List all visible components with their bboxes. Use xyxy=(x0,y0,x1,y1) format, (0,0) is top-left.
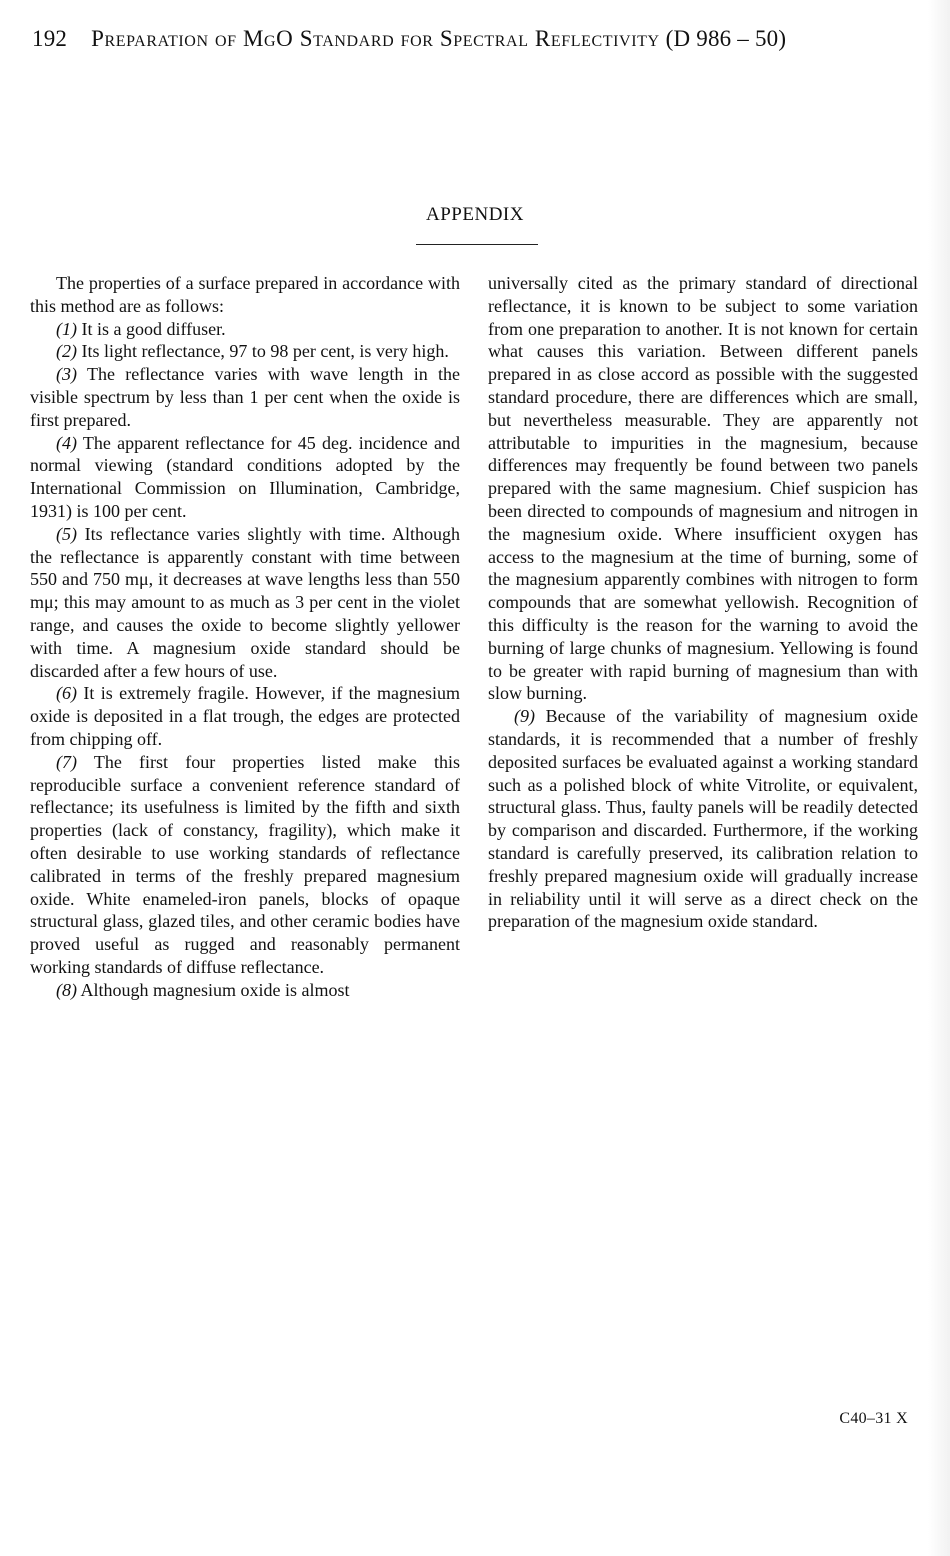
page-number: 192 xyxy=(32,26,68,51)
note-9-paragraph xyxy=(488,705,918,933)
item-number: (9) xyxy=(514,706,535,727)
right-column xyxy=(488,272,918,933)
property-3-paragraph xyxy=(30,363,460,431)
paragraph-text: Its reflectance varies slightly with time. Although the reflectance is apparently constant with time between 550 and 750 mμ, it decreases at wave lengths less than 550 mμ; this may amount to as much as 3 per cent in the violet range, and causes the oxide to become slightly yellower with time. A magnesium oxide standard should be discarded after a few hours of use. xyxy=(30,523,460,681)
note-7-paragraph xyxy=(30,751,460,979)
item-number: (5) xyxy=(56,523,77,544)
property-5-paragraph xyxy=(30,523,460,683)
note-8-continuation: universally cited as the primary standard of directional reflectance, it is known to be subject to some variation from one preparation to another. It is not known for certain what causes this variation. Between different panels prepared in as close accord as possible with the suggested standard procedure, there are differences which are small, but nevertheless measurable. They are apparently not attributable to impurities in the magnesium, because differences may frequently be found between two panels prepared with the same magnesium. Chief suspicion has been directed to compounds of magnesium and nitrogen in the magnesium oxide. Where insufficient oxygen has access to the magnesium at the time of burning, some of the magnesium apparently combines with nitrogen to form compounds that are somewhat yellowish. Recognition of this difficulty is the reason for the warning to avoid the burning of large chunks of magnesium. Yellowing is found to be greater with rapid burning of magnesium than with slow burning. xyxy=(488,273,918,704)
left-column xyxy=(30,272,460,1002)
intro-paragraph: The properties of a surface prepared in accordance with this method are as follows: xyxy=(30,273,460,316)
item-number: (1) xyxy=(56,318,77,339)
paragraph-text: Because of the variability of magnesium oxide standards, it is recommended that a number of freshly deposited surfaces be evaluated against a working standard such as a polished block of white Vitrolite, or equivalent, structural glass. Thus, faulty panels will be readily detected by comparison and discarded. Furthermore, if the working standard is carefully preserved, its calibration relation to freshly prepared magnesium oxide will gradually increase in reliability until it will serve as a direct check on the preparation of the magnesium oxide standard. xyxy=(488,706,918,932)
item-number: (3) xyxy=(56,364,77,385)
note-8-paragraph xyxy=(30,979,460,1002)
item-number: (7) xyxy=(56,751,77,772)
paragraph-text: The first four properties listed make this reproducible surface a convenient reference standard of reflectance; its usefulness is limited by the fifth and sixth properties (lack of constancy, fragility), which make it often desirable to use working standards of reflectance calibrated in terms of the freshly prepared magnesium oxide. White enameled-iron panels, blocks of opaque structural glass, glazed tiles, and other ceramic bodies have proved useful as rugged and reasonably permanent working standards of diffuse reflectance. xyxy=(30,751,460,977)
heading-rule xyxy=(416,244,538,245)
standard-designation: (D 986 – 50) xyxy=(665,26,787,51)
paragraph-text: The reflectance varies with wave length in the visible spectrum by less than 1 per cent when the oxide is first prepared. xyxy=(30,364,460,430)
footer-code: C40–31 X xyxy=(839,1410,908,1427)
page-edge-shadow xyxy=(928,0,950,1556)
running-title: Preparation of MgO Standard for Spectral Reflectivity xyxy=(91,26,660,51)
appendix-heading: APPENDIX xyxy=(426,204,524,225)
property-6-paragraph xyxy=(30,682,460,750)
item-number: (2) xyxy=(56,341,77,362)
item-number: (6) xyxy=(56,683,77,704)
paragraph-text: It is extremely fragile. However, if the magnesium oxide is deposited in a flat trough, the edges are protected from chipping off. xyxy=(30,683,460,749)
paragraph-text: It is a good diffuser. xyxy=(77,318,226,339)
property-2-paragraph xyxy=(30,340,460,363)
paragraph-text: Its light reflectance, 97 to 98 per cent, is very high. xyxy=(77,341,449,362)
paragraph-text: The apparent reflectance for 45 deg. incidence and normal viewing (standard conditions adopted by the International Commission on Illumination, Cambridge, 1931) is 100 per cent. xyxy=(30,432,460,521)
property-1-paragraph xyxy=(30,318,460,341)
property-4-paragraph xyxy=(30,432,460,523)
item-number: (8) xyxy=(56,979,77,1000)
running-header xyxy=(32,26,922,52)
paragraph-text: Although magnesium oxide is almost xyxy=(77,979,350,1000)
item-number: (4) xyxy=(56,432,77,453)
